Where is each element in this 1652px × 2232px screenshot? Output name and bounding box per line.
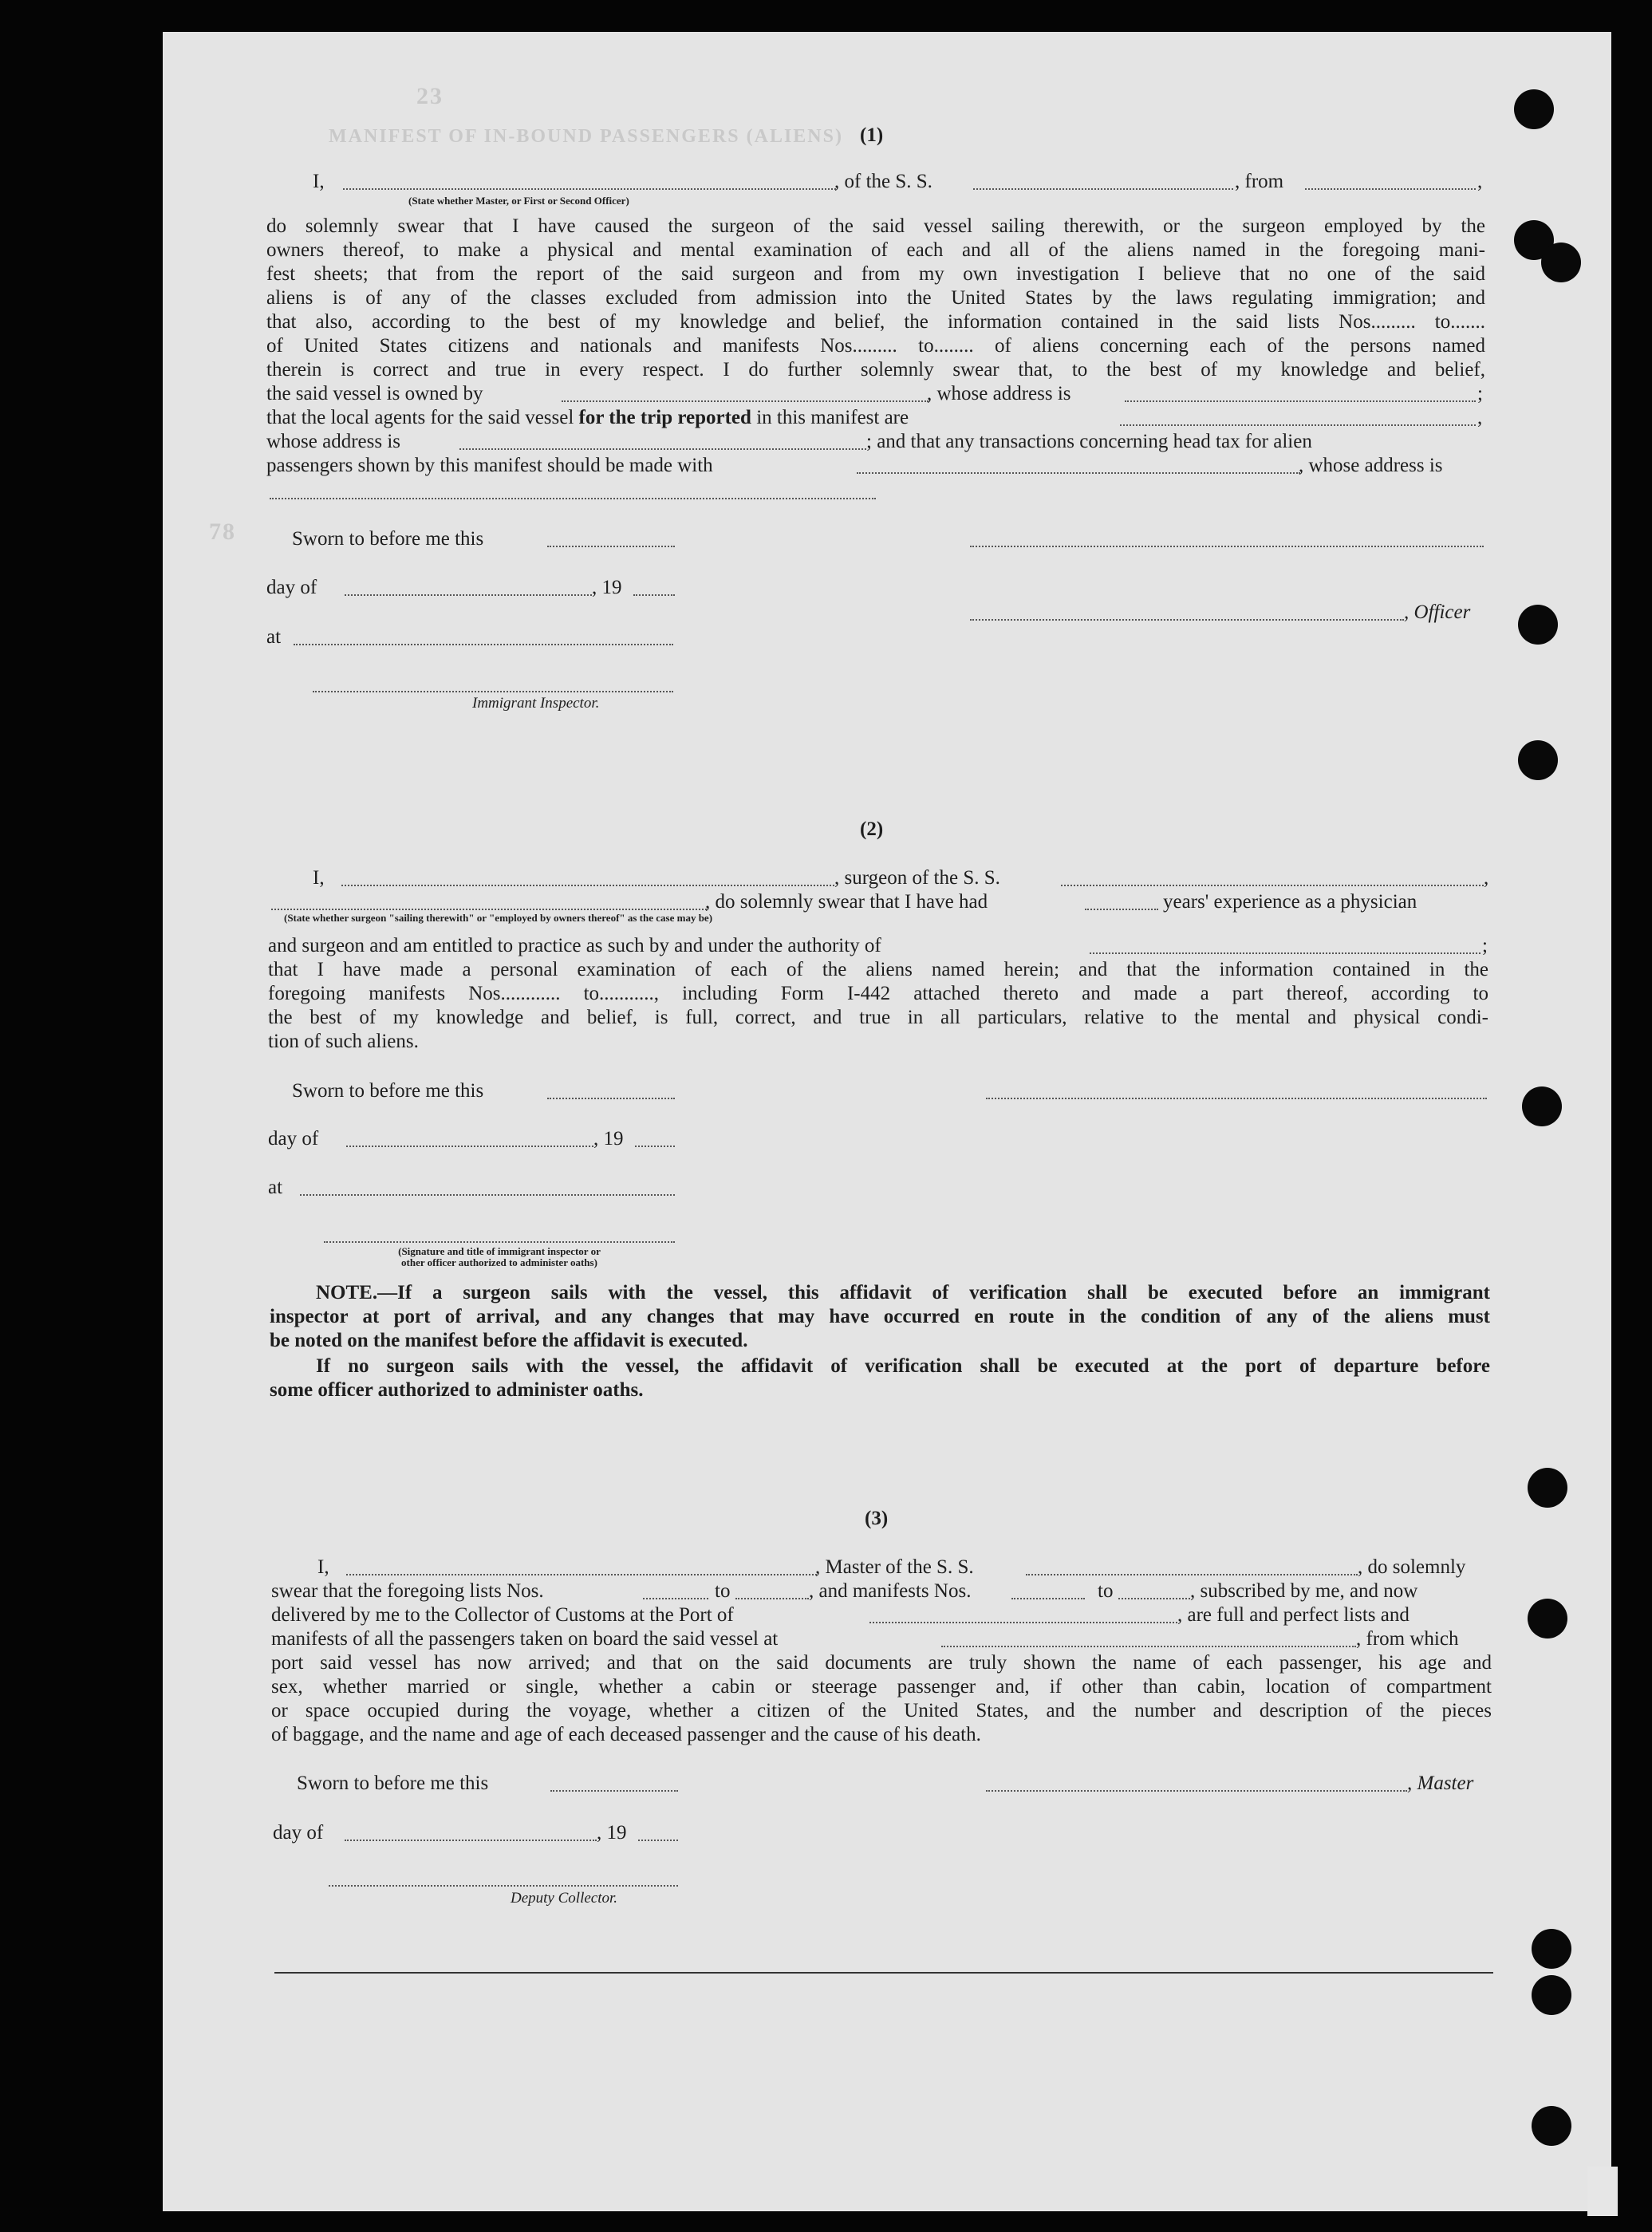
transactions-address-blank: [270, 498, 876, 499]
ship-name-blank-3: [1026, 1574, 1358, 1575]
section-1-sworn-blank: [547, 546, 675, 547]
section-3-year-blank: [638, 1840, 678, 1841]
section-2-year-label: , 19: [593, 1128, 624, 1150]
note-text-1: If a surgeon sails with the vessel, this affidavit of verification shall be executed before an immigrant: [397, 1282, 1490, 1303]
signature-title-note-1: (Signature and title of immigrant inspector or: [398, 1245, 601, 1257]
section-1-at-blank: [294, 644, 673, 645]
section-3-sworn-blank: [550, 1790, 678, 1792]
section-1-of-ss: , of the S. S.: [834, 171, 932, 192]
ship-name-blank-1: [973, 188, 1233, 190]
immigrant-inspector-label: Immigrant Inspector.: [472, 695, 600, 712]
section-3-line-2: sex, whether married or single, whether a cabin or steerage passenger and, if other than cabin, location of compartment: [271, 1676, 1492, 1698]
section-2-at-label: at: [268, 1177, 283, 1198]
transactions-address-label: , whose address is: [1299, 455, 1443, 476]
owner-blank: [562, 400, 929, 402]
boarding-port-blank: [941, 1646, 1356, 1647]
section-3-i: I,: [317, 1556, 329, 1578]
departure-port-blank: [1305, 188, 1476, 190]
section-1-line-6: of United States citizens and nationals and manifests Nos......... to........ of aliens concerning each of the persons named: [266, 335, 1485, 357]
local-agents-text-a: that the local agents for the said vessel: [266, 407, 574, 428]
agent-address-blank: [459, 448, 866, 450]
section-2-line-2: foregoing manifests Nos............ to..........., including Form I-442 attached thereto and made a part thereof, according to: [268, 983, 1488, 1004]
section-2-end-comma: ,: [1484, 867, 1489, 889]
collector-port-blank: [869, 1622, 1177, 1623]
master-label: , Master: [1407, 1773, 1474, 1794]
local-agents-end: ,: [1477, 407, 1483, 428]
section-2-line-3: the best of my knowledge and belief, is full, correct, and true in all particulars, relative to the mental and physical condi-: [268, 1007, 1488, 1028]
section-3-day-of-label: day of: [273, 1822, 324, 1844]
section-1-line-1: do solemnly swear that I have caused the surgeon of the said vessel sailing therewith, or the surgeon employed by the: [266, 215, 1485, 237]
lists-label-a: swear that the foregoing lists Nos.: [271, 1580, 544, 1602]
binder-hole-10: [1532, 1975, 1571, 2015]
section-1-line-2: owners thereof, to make a physical and mental examination of each and all of the aliens named in the foregoing mani-: [266, 239, 1485, 261]
note-2-line-2: some officer authorized to administer oaths.: [270, 1379, 644, 1401]
transactions-party-blank: [857, 472, 1300, 474]
owned-by-end: ;: [1477, 383, 1483, 404]
delivered-label-a: delivered by me to the Collector of Customs at the Port of: [271, 1604, 734, 1626]
manifests-from-blank: [1011, 1598, 1085, 1599]
lists-from-blank: [643, 1598, 708, 1599]
do-solemnly-label: , do solemnly: [1358, 1556, 1466, 1578]
lists-to-blank: [735, 1598, 809, 1599]
section-3-number: (3): [865, 1508, 889, 1529]
section-3-line-3: or space occupied during the voyage, whether a citizen of the United States, and the number and description of the pieces: [271, 1700, 1492, 1721]
administering-officer-blank: [324, 1241, 675, 1243]
section-1-day-blank: [345, 594, 592, 596]
years-experience-blank: [1085, 909, 1158, 910]
local-agents-text-bold: for the trip reported: [578, 407, 751, 428]
show-through-number: 23: [416, 83, 444, 109]
deputy-collector-signature-blank: [329, 1885, 678, 1887]
master-of-ss-label: , Master of the S. S.: [815, 1556, 974, 1578]
section-1-line-4: aliens is of any of the classes excluded from admission into the United States by the laws regulating immigration; and: [266, 287, 1485, 309]
section-1-line-7: therein is correct and true in every respect. I do further solemnly swear that, to the best of my knowledge and belief,: [266, 359, 1485, 381]
binder-hole-11: [1532, 2106, 1571, 2146]
binder-hole-4: [1518, 605, 1558, 645]
section-1-sworn-label: Sworn to before me this: [292, 528, 484, 550]
ship-name-blank-2: [1061, 885, 1484, 886]
section-2-at-blank: [300, 1194, 675, 1196]
section-1-at-label: at: [266, 626, 282, 648]
section-2-i: I,: [313, 867, 325, 889]
note-line-3: be noted on the manifest before the affidavit is executed.: [270, 1330, 748, 1351]
binder-hole-1: [1514, 89, 1554, 129]
note-line-1: [316, 1281, 1490, 1305]
surgeon-type-note: (State whether surgeon "sailing therewith" or "employed by owners thereof" as the case may be): [284, 912, 713, 924]
binder-hole-5: [1518, 740, 1558, 780]
owner-address-blank: [1125, 400, 1476, 402]
bottom-rule: [274, 1972, 1493, 1974]
inspector-signature-blank: [313, 691, 673, 692]
lists-label-b: to: [715, 1580, 731, 1602]
officer-label: , Officer: [1404, 601, 1471, 623]
binder-hole-6: [1522, 1086, 1562, 1126]
years-experience-text-a: , do solemnly swear that I have had: [705, 891, 988, 913]
show-through-title: MANIFEST OF IN-BOUND PASSENGERS (ALIENS): [329, 126, 843, 147]
binder-hole-8: [1528, 1599, 1567, 1639]
years-experience-text-b: years' experience as a physician: [1163, 891, 1417, 913]
binder-hole-7: [1528, 1468, 1567, 1508]
section-1-line-3: fest sheets; that from the report of the said surgeon and from my own investigation I believe that no one of the said: [266, 263, 1485, 285]
section-2-day-of-label: day of: [268, 1128, 319, 1150]
section-1-day-of-label: day of: [266, 577, 317, 598]
section-3-year-label: , 19: [597, 1822, 627, 1844]
officer-rank-blank: [343, 188, 836, 190]
master-signature-blank: [986, 1790, 1407, 1792]
officer-signature-blank-2: [970, 619, 1404, 621]
manifests-label-a: manifests of all the passengers taken on board the said vessel at: [271, 1628, 779, 1650]
agent-address-label: whose address is: [266, 431, 401, 452]
note-2-line-1: If no surgeon sails with the vessel, the affidavit of verification shall be executed at the port of departure before: [316, 1355, 1490, 1377]
show-through-margin-number: 78: [209, 519, 236, 545]
signature-title-note-2: other officer authorized to administer oaths): [401, 1256, 597, 1268]
section-2-last-line: tion of such aliens.: [268, 1031, 419, 1052]
section-3-last-line: of baggage, and the name and age of each deceased passenger and the cause of his death.: [271, 1724, 981, 1745]
section-3-sworn-label: Sworn to before me this: [297, 1773, 489, 1794]
owner-address-label: , whose address is: [927, 383, 1071, 404]
delivered-label-b: , are full and perfect lists and: [1177, 1604, 1410, 1626]
manifests-label-b: , from which: [1356, 1628, 1459, 1650]
section-1-number: (1): [860, 124, 884, 146]
binder-hole-3: [1541, 243, 1581, 282]
surgeon-signature-blank: [986, 1098, 1487, 1099]
section-2-number: (2): [860, 818, 884, 840]
surgeon-of-ss-label: , surgeon of the S. S.: [834, 867, 1000, 889]
note-label: NOTE.—: [316, 1282, 398, 1303]
section-2-sworn-label: Sworn to before me this: [292, 1080, 484, 1102]
section-1-rank-note: (State whether Master, or First or Second Officer): [408, 195, 629, 207]
note-line-2: inspector at port of arrival, and any changes that may have occurred en route in the condition of any of the aliens must: [270, 1306, 1490, 1327]
head-tax-text: ; and that any transactions concerning head tax for alien: [866, 431, 1312, 452]
binder-hole-9: [1532, 1929, 1571, 1969]
section-1-end-comma: ,: [1477, 171, 1483, 192]
section-1-year-label: , 19: [592, 577, 622, 598]
surgeon-name-blank: [341, 885, 834, 886]
local-agents-blank: [1120, 424, 1476, 426]
section-3-day-blank: [345, 1840, 597, 1841]
section-1-from: , from: [1235, 171, 1284, 192]
local-agents-text-b: in this manifest are: [756, 407, 909, 428]
deputy-collector-label: Deputy Collector.: [511, 1890, 618, 1907]
master-name-blank: [346, 1574, 817, 1575]
authority-end: ;: [1482, 935, 1488, 956]
local-agents-label: [266, 406, 909, 430]
section-3-line-1: port said vessel has now arrived; and that on the said documents are truly shown the name of each passenger, his age and: [271, 1652, 1492, 1674]
section-2-day-blank: [346, 1146, 593, 1147]
manifests-to-blank: [1118, 1598, 1190, 1599]
section-2-sworn-blank: [547, 1098, 675, 1099]
passengers-transactions-label: passengers shown by this manifest should be made with: [266, 455, 713, 476]
section-1-i: I,: [313, 171, 325, 192]
section-2-line-1: that I have made a personal examination of each of the aliens named herein; and that the information contained in the: [268, 959, 1488, 980]
surgeon-type-blank: [271, 909, 707, 910]
section-1-year-blank: [633, 594, 675, 596]
authority-label: and surgeon and am entitled to practice as such by and under the authority of: [268, 935, 881, 956]
officer-signature-blank-1: [970, 546, 1484, 547]
section-2-year-blank: [635, 1146, 675, 1147]
lists-label-e: , subscribed by me, and now: [1190, 1580, 1418, 1602]
authority-blank: [1090, 952, 1480, 954]
lists-label-c: , and manifests Nos.: [809, 1580, 972, 1602]
owned-by-label: the said vessel is owned by: [266, 383, 483, 404]
lists-label-d: to: [1098, 1580, 1114, 1602]
section-1-line-5: that also, according to the best of my knowledge and belief, the information contained in the said lists Nos......... to.......: [266, 311, 1485, 333]
